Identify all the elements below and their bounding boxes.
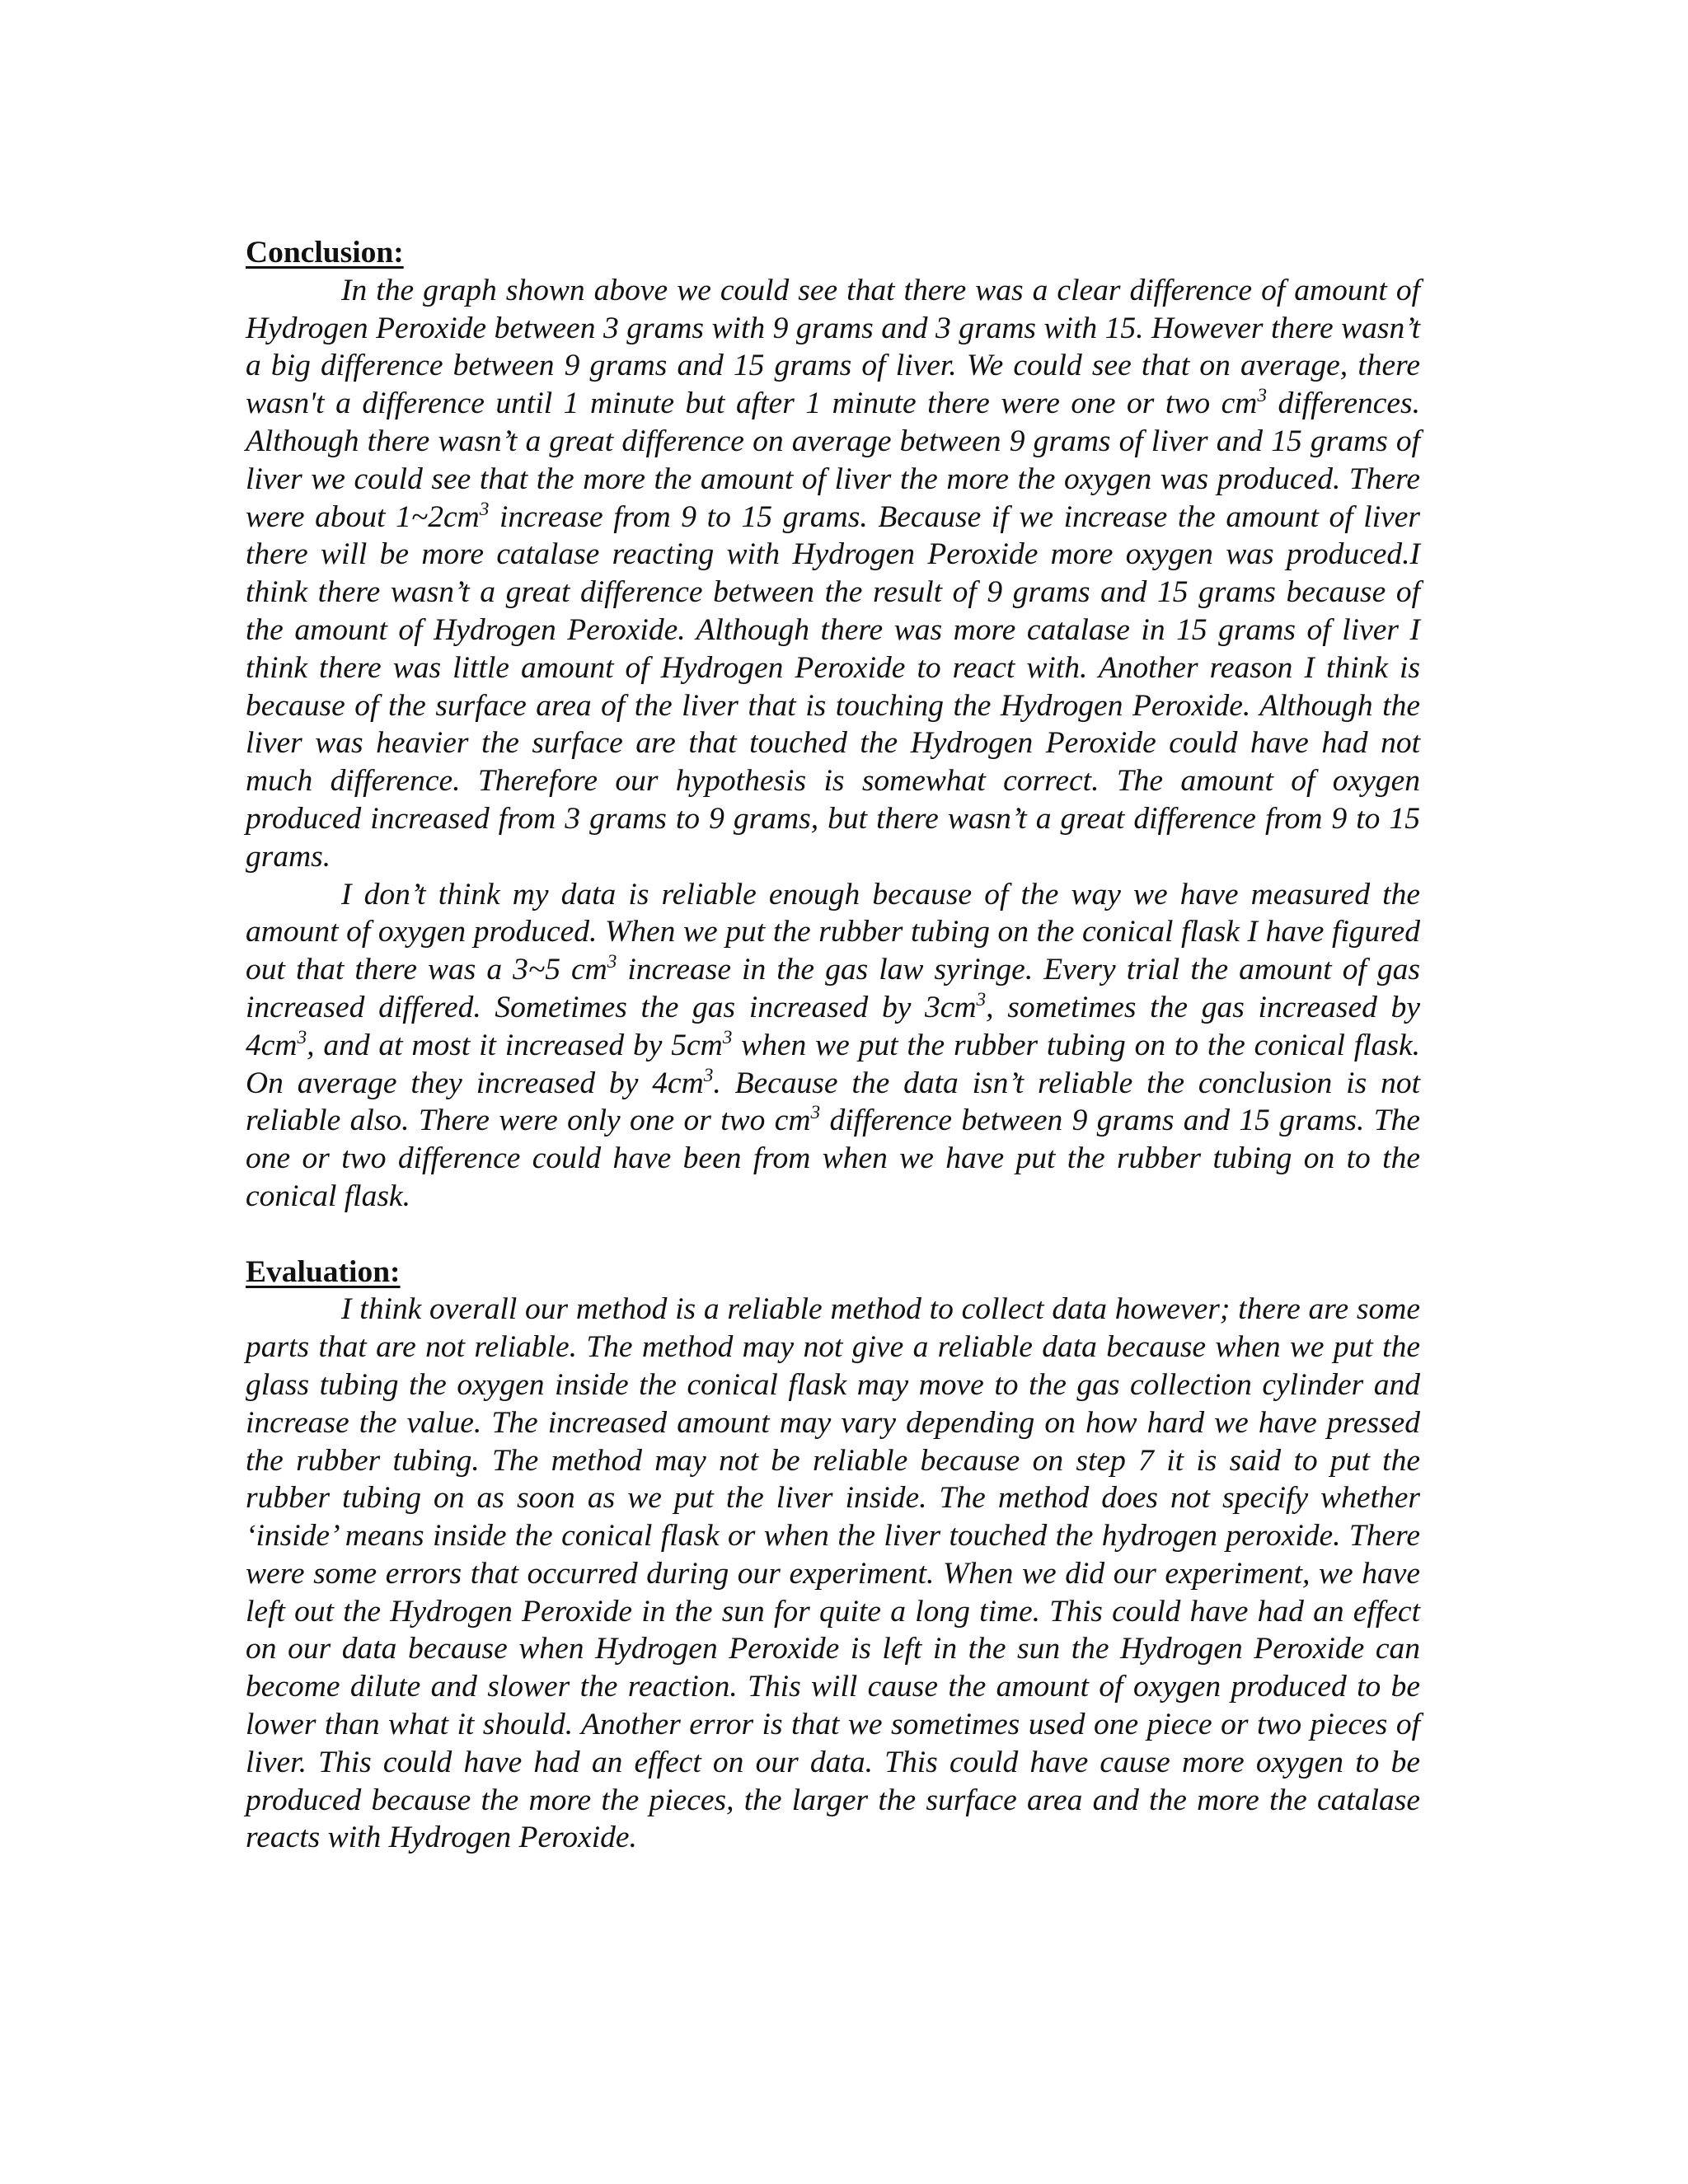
superscript: 3: [1257, 385, 1267, 407]
conclusion-heading: Conclusion:: [246, 236, 404, 269]
document-page: [246, 234, 1420, 1857]
superscript: 3: [976, 989, 987, 1010]
evaluation-paragraph: I think overall our method is a reliable method to collect data however; there are some parts that are not reliable. The method may not give a reliable data because when we put the glass tubing the oxygen inside the conical flask may move to the gas collection cylinder and increase the value. The increased amount may vary depending on how hard we have pressed the rubber tubing. The method may not be reliable because on step 7 it is said to put the rubber tubing on as soon as we put the liver inside. The method does not specify whether ‘inside’ means inside the conical flask or when the liver touched the hydrogen peroxide. There were some errors that occurred during our experiment. When we did our experiment, we have left out the Hydrogen Peroxide in the sun for quite a long time. This could have had an effect on our data because when Hydrogen Peroxide is left in the sun the Hydrogen Peroxide can become dilute and slower the reaction. This will cause the amount of oxygen produced to be lower than what it should. Another error is that we sometimes used one piece or two pieces of liver. This could have had an effect on our data. This could have cause more oxygen to be produced because the more the pieces, the larger the surface area and the more the catalase reacts with Hydrogen Peroxide.: [246, 1292, 1420, 1855]
superscript: 3: [703, 1064, 714, 1086]
superscript: 3: [722, 1026, 733, 1048]
superscript: 3: [810, 1102, 821, 1124]
evaluation-heading: Evaluation:: [246, 1254, 401, 1289]
superscript: 3: [479, 498, 490, 520]
superscript: 3: [297, 1026, 307, 1048]
superscript: 3: [607, 951, 617, 973]
conclusion-paragraph: I don’t think my data is reliable enough because of the way we have measured the amount of oxygen produced. When we put the rubber tubing on the conical flask I have figured out that there was a 3~5 $cm^3$ increase in the gas law syringe. Every trial the amount of gas increased differed. Sometimes the gas increased by $3cm^3$, sometimes the gas increased by $4cm^3$, and at most it increased by $5cm^3$ when we put the rubber tubing on to the conical flask. On average they increased by $4cm^3$. Because the data isn’t reliable the conclusion is not reliable also. There were only one or two $cm^3$ difference between 9 grams and 15 grams. The one or two difference could have been from when we have put the rubber tubing on to the conical flask.: [246, 877, 1420, 1213]
section-gap: [246, 1216, 1420, 1254]
conclusion-paragraph: In the graph shown above we could see that there was a clear difference of amount of Hydrogen Peroxide between 3 grams with 9 grams and 3 grams with 15. However there wasn’t a big difference between 9 grams and 15 grams of liver. We could see that on average, there wasn't a difference until 1 minute but after 1 minute there were one or two $cm^3$ differences. Although there wasn’t a great difference on average between 9 grams of liver and 15 grams of liver we could see that the more the amount of liver the more the oxygen was produced. There were about $1\sim 2cm^3$ increase from 9 to 15 grams. Because if we increase the amount of liver there will be more catalase reacting with Hydrogen Peroxide more oxygen was produced.I think there wasn’t a great difference between the result of 9 grams and 15 grams because of the amount of Hydrogen Peroxide. Although there was more catalase in 15 grams of liver I think there was little amount of Hydrogen Peroxide to react with. Another reason I think is because of the surface area of the liver that is touching the Hydrogen Peroxide. Although the liver was heavier the surface are that touched the Hydrogen Peroxide could have had not much difference. Therefore our hypothesis is somewhat correct. The amount of oxygen produced increased from 3 grams to 9 grams, but there wasn’t a great difference from 9 to 15 grams.: [246, 273, 1420, 874]
